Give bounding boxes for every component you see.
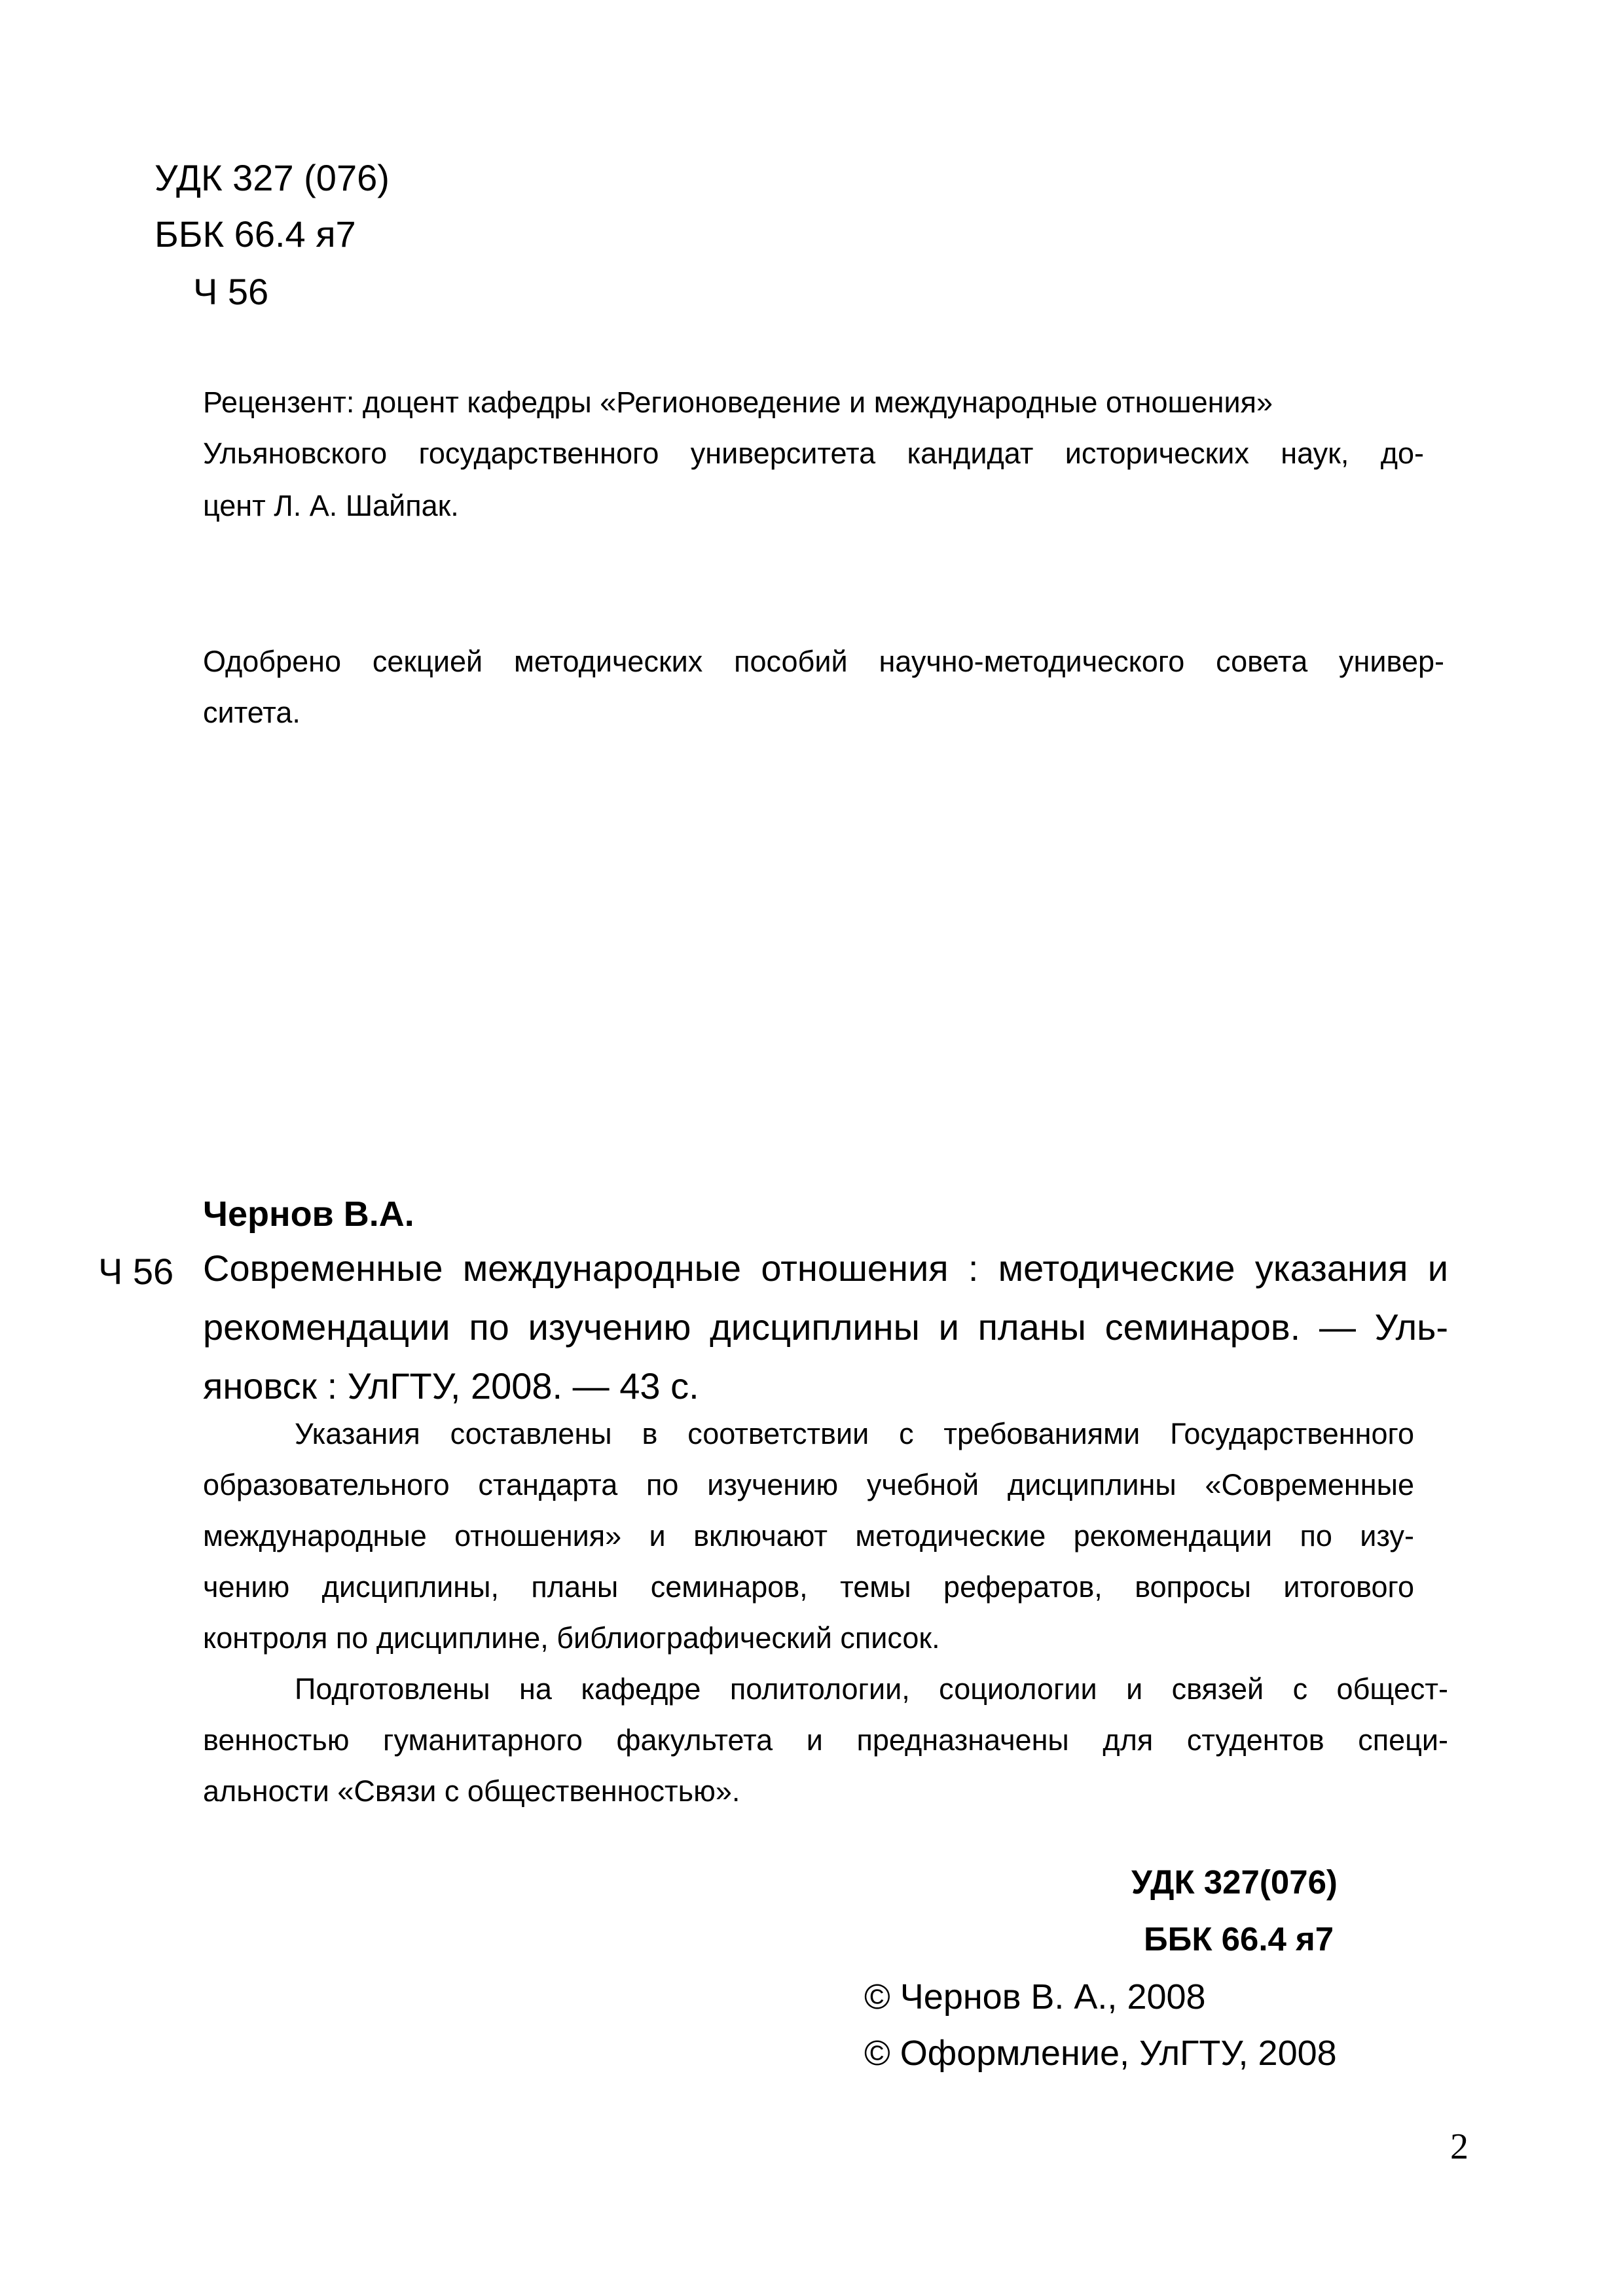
page-number: 2 bbox=[1450, 2126, 1468, 2167]
reviewer-line-2: Ульяновского государственного университета кандидат исторических наук, до- bbox=[203, 437, 1424, 470]
annotation-p1-line-5: контроля по дисциплине, библиографический список. bbox=[203, 1621, 940, 1655]
author-name: Чернов В.А. bbox=[203, 1194, 414, 1234]
annotation-p2-line-3: альности «Связи с общественностью». bbox=[203, 1774, 740, 1808]
approval-line-2: ситета. bbox=[203, 696, 301, 729]
approval-line-1: Одобрено секцией методических пособий научно-методического совета универ- bbox=[203, 645, 1444, 678]
udk-code-top: УДК 327 (076) bbox=[155, 157, 390, 198]
annotation-p2-line-2: венностью гуманитарного факультета и предназначены для студентов специ- bbox=[203, 1723, 1448, 1757]
title-line-2: рекомендации по изучению дисциплины и планы семинаров. — Уль- bbox=[203, 1306, 1448, 1348]
annotation-p2-line-1: Подготовлены на кафедре политологии, социологии и связей с общест- bbox=[295, 1672, 1448, 1706]
copyright-design: © Оформление, УлГТУ, 2008 bbox=[864, 2034, 1337, 2073]
reviewer-line-3: цент Л. А. Шайпак. bbox=[203, 489, 459, 522]
reviewer-line-1: Рецензент: доцент кафедры «Регионоведение и международные отношения» bbox=[203, 386, 1273, 419]
copyright-author: © Чернов В. А., 2008 bbox=[864, 1977, 1206, 2017]
bbk-code-top: ББК 66.4 я7 bbox=[155, 213, 356, 255]
title-line-3: яновск : УлГТУ, 2008. — 43 с. bbox=[203, 1365, 699, 1407]
title-line-1: Современные международные отношения : методические указания и bbox=[203, 1247, 1448, 1289]
annotation-p1-line-2: образовательного стандарта по изучению учебной дисциплины «Современные bbox=[203, 1468, 1414, 1501]
shelf-code-record: Ч 56 bbox=[98, 1251, 174, 1292]
shelf-code-top: Ч 56 bbox=[193, 271, 269, 312]
annotation-p1-line-4: чению дисциплины, планы семинаров, темы рефератов, вопросы итогового bbox=[203, 1570, 1414, 1604]
annotation-p1-line-3: международные отношения» и включают методические рекомендации по изу- bbox=[203, 1519, 1414, 1552]
bbk-code-bottom: ББК 66.4 я7 bbox=[1144, 1920, 1334, 1958]
udk-code-bottom: УДК 327(076) bbox=[1131, 1863, 1338, 1901]
annotation-p1-line-1: Указания составлены в соответствии с требованиями Государственного bbox=[295, 1417, 1414, 1450]
